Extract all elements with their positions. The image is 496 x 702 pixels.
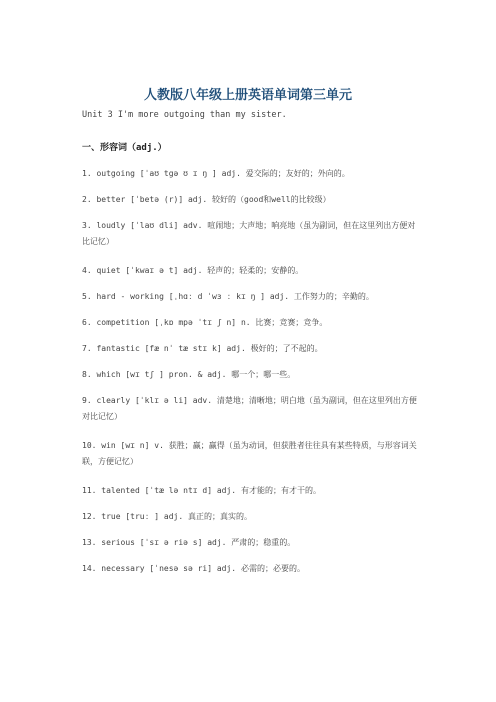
vocabulary-entry: 8. which [wɪ tʃ ] pron. & adj. 哪一个；哪一些。 (82, 370, 296, 379)
vocabulary-entry: 6. competition [ˌkɒ mpə ˈtɪ ʃ n] n. 比赛；竞赛；竞争。 (82, 318, 328, 327)
vocabulary-entry: 9. clearly [ˈklɪ ə li] adv. 清楚地；清晰地；明白地（虽为副词，但在这里列出方便对比记忆） (82, 396, 417, 421)
vocabulary-entry: 5. hard - working [ˌhɑː d ˈwɜ ː kɪ ŋ ] adj. 工作努力的；辛勤的。 (82, 292, 374, 301)
vocabulary-entry: 13. serious [ˈsɪ ə riə s] adj. 严肃的；稳重的。 (82, 538, 296, 547)
vocabulary-entry: 11. talented [ˈtæ lə ntɪ d] adj. 有才能的；有才干的。 (82, 486, 321, 495)
vocabulary-entry: 2. better [ˈbetə (r)] adj. 较好的（good和well的比较级） (82, 195, 331, 204)
vocabulary-entry: 3. loudly [ˈlaʊ dli] adv. 喧闹地；大声地；响亮地（虽为副词，但在这里列出方便对比记忆） (82, 221, 416, 246)
unit-subtitle: Unit 3 I'm more outgoing than my sister. (82, 110, 287, 120)
vocabulary-entry: 4. quiet [ˈkwaɪ ə t] adj. 轻声的；轻柔的；安静的。 (82, 266, 304, 275)
vocabulary-entry: 10. win [wɪ n] v. 获胜；赢；赢得（虽为动词，但获胜者往往具有某些特质，与形容词关联，方便记忆） (82, 441, 417, 466)
page-title: 人教版八年级上册英语单词第三单元 (143, 88, 352, 103)
vocabulary-entry: 12. true [truː ] adj. 真正的；真实的。 (82, 512, 252, 521)
vocabulary-entry: 1. outgoing [ˈaʊ tgə ʊ ɪ ŋ ] adj. 爱交际的；友好的；外向的。 (82, 169, 350, 178)
vocabulary-entry: 7. fantastic [fæ nˈ tæ stɪ k] adj. 极好的；了不起的。 (82, 344, 323, 353)
vocabulary-entry: 14. necessary [ˈnesə sə ri] adj. 必需的；必要的。 (82, 564, 305, 573)
section-heading: 一、形容词（adj.） (82, 143, 167, 153)
